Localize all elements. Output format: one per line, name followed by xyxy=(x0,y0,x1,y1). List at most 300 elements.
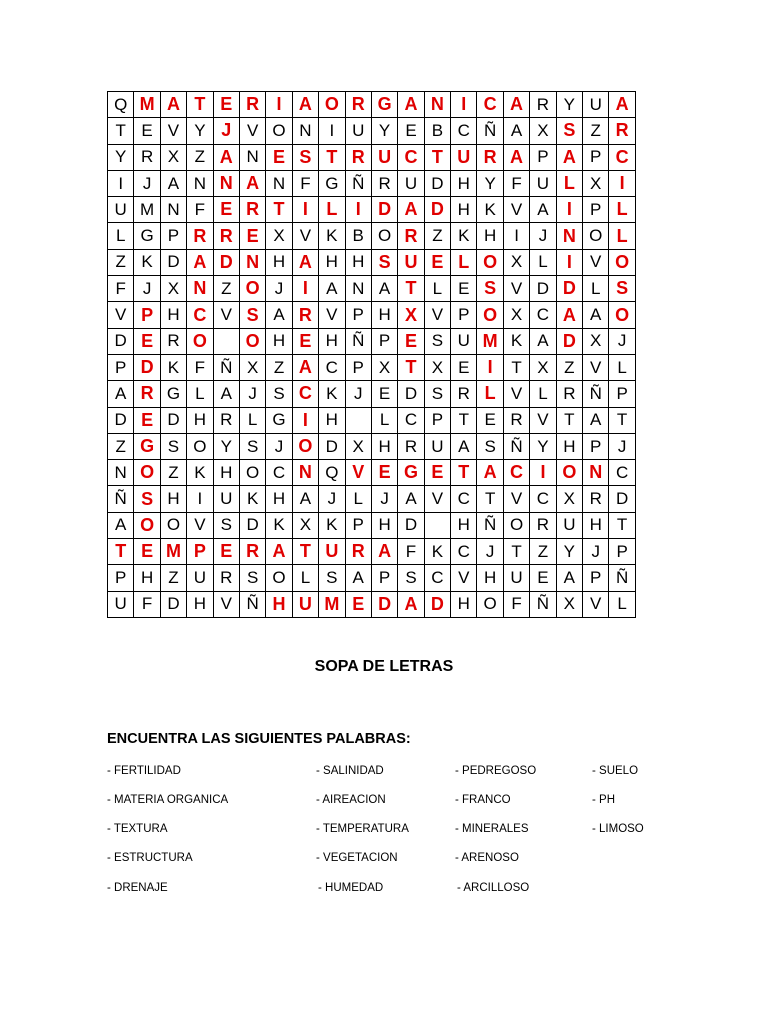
grid-cell: V xyxy=(503,276,529,302)
grid-cell: S xyxy=(371,249,397,275)
grid-cell: R xyxy=(398,223,424,249)
grid-cell: V xyxy=(239,118,265,144)
grid-cell: Ñ xyxy=(477,118,503,144)
grid-cell: H xyxy=(371,512,397,538)
grid-cell: P xyxy=(530,144,556,170)
grid-cell: V xyxy=(160,118,186,144)
grid-cell: G xyxy=(266,407,292,433)
grid-cell: E xyxy=(213,197,239,223)
grid-cell: S xyxy=(213,512,239,538)
word-list-item: - ARCILLOSO xyxy=(457,882,530,894)
grid-cell: T xyxy=(451,460,477,486)
grid-cell: E xyxy=(477,407,503,433)
grid-cell: P xyxy=(345,302,371,328)
grid-cell: A xyxy=(503,92,529,118)
grid-cell: H xyxy=(477,223,503,249)
grid-cell: X xyxy=(266,223,292,249)
grid-cell: U xyxy=(398,249,424,275)
grid-cell: C xyxy=(530,302,556,328)
word-list-item: - MINERALES xyxy=(455,823,529,835)
grid-cell: O xyxy=(371,223,397,249)
grid-cell: L xyxy=(609,223,635,249)
grid-cell: A xyxy=(266,539,292,565)
grid-cell: I xyxy=(530,460,556,486)
grid-cell: Z xyxy=(583,118,609,144)
grid-cell: T xyxy=(503,354,529,380)
grid-cell xyxy=(213,328,239,354)
grid-cell: A xyxy=(530,197,556,223)
grid-cell: L xyxy=(556,170,582,196)
grid-cell: S xyxy=(556,118,582,144)
grid-cell: H xyxy=(371,433,397,459)
grid-cell: O xyxy=(134,512,160,538)
grid-cell: R xyxy=(134,144,160,170)
grid-cell: J xyxy=(530,223,556,249)
grid-cell: H xyxy=(451,197,477,223)
grid-cell: N xyxy=(187,170,213,196)
grid-cell: U xyxy=(556,512,582,538)
grid-cell: S xyxy=(477,433,503,459)
grid-cell: Z xyxy=(108,433,134,459)
grid-cell: E xyxy=(451,354,477,380)
grid-cell: H xyxy=(266,486,292,512)
grid-cell: P xyxy=(187,539,213,565)
grid-cell: X xyxy=(239,354,265,380)
grid-cell: H xyxy=(556,433,582,459)
grid-cell: J xyxy=(609,328,635,354)
grid-cell: R xyxy=(345,144,371,170)
grid-cell: V xyxy=(424,302,450,328)
grid-cell: M xyxy=(134,92,160,118)
grid-cell: P xyxy=(371,565,397,591)
grid-cell: O xyxy=(583,223,609,249)
grid-row xyxy=(108,197,636,223)
grid-cell: C xyxy=(609,144,635,170)
word-search-grid xyxy=(107,91,636,618)
grid-cell: V xyxy=(530,407,556,433)
grid-cell: O xyxy=(266,118,292,144)
grid-cell: X xyxy=(583,328,609,354)
grid-cell: L xyxy=(477,381,503,407)
grid-cell: X xyxy=(503,249,529,275)
grid-row xyxy=(108,565,636,591)
grid-cell: U xyxy=(424,433,450,459)
grid-cell: E xyxy=(451,276,477,302)
grid-cell: O xyxy=(477,591,503,617)
grid-cell: E xyxy=(213,539,239,565)
grid-cell: I xyxy=(319,118,345,144)
grid-cell: A xyxy=(108,512,134,538)
grid-cell: A xyxy=(187,249,213,275)
grid-cell: Ñ xyxy=(213,354,239,380)
grid-cell: C xyxy=(319,354,345,380)
grid-cell: D xyxy=(556,328,582,354)
grid-cell: K xyxy=(134,249,160,275)
word-list-item: - SUELO xyxy=(592,765,639,777)
grid-cell: U xyxy=(108,591,134,617)
grid-cell: X xyxy=(292,512,318,538)
grid-cell: E xyxy=(134,328,160,354)
grid-cell: V xyxy=(424,486,450,512)
grid-cell: N xyxy=(424,92,450,118)
grid-cell: Y xyxy=(556,92,582,118)
grid-cell: Ñ xyxy=(345,170,371,196)
grid-cell: O xyxy=(187,433,213,459)
grid-cell: A xyxy=(371,276,397,302)
grid-cell: J xyxy=(477,539,503,565)
grid-cell: U xyxy=(213,486,239,512)
grid-cell: L xyxy=(609,354,635,380)
grid-cell: I xyxy=(292,276,318,302)
grid-cell: C xyxy=(398,407,424,433)
grid-cell: J xyxy=(583,539,609,565)
grid-cell: S xyxy=(266,381,292,407)
grid-cell: O xyxy=(319,92,345,118)
grid-cell: A xyxy=(583,302,609,328)
grid-cell: R xyxy=(213,223,239,249)
grid-row xyxy=(108,170,636,196)
grid-cell: A xyxy=(160,92,186,118)
grid-cell: G xyxy=(319,170,345,196)
grid-cell: Y xyxy=(477,170,503,196)
grid-cell: M xyxy=(477,328,503,354)
grid-cell: X xyxy=(424,354,450,380)
grid-cell: I xyxy=(266,92,292,118)
grid-cell: R xyxy=(239,197,265,223)
grid-cell: U xyxy=(451,144,477,170)
grid-cell: C xyxy=(292,381,318,407)
grid-cell: K xyxy=(187,460,213,486)
grid-cell: I xyxy=(609,170,635,196)
word-list-item: - ARENOSO xyxy=(455,852,519,864)
word-list-item: - ESTRUCTURA xyxy=(107,852,193,864)
grid-cell: S xyxy=(292,144,318,170)
grid-cell: H xyxy=(266,328,292,354)
grid-cell: A xyxy=(213,381,239,407)
grid-cell: G xyxy=(398,460,424,486)
grid-cell: S xyxy=(424,328,450,354)
grid-cell: C xyxy=(477,92,503,118)
grid-cell: A xyxy=(556,565,582,591)
grid-cell: A xyxy=(477,460,503,486)
grid-cell: Ñ xyxy=(108,486,134,512)
grid-cell: D xyxy=(556,276,582,302)
grid-cell: Ñ xyxy=(583,381,609,407)
grid-cell: C xyxy=(503,460,529,486)
grid-cell: P xyxy=(160,223,186,249)
grid-cell: L xyxy=(424,276,450,302)
grid-cell: N xyxy=(292,460,318,486)
grid-cell: A xyxy=(556,302,582,328)
grid-cell: E xyxy=(134,539,160,565)
grid-row xyxy=(108,92,636,118)
grid-cell: O xyxy=(609,249,635,275)
grid-cell: A xyxy=(239,170,265,196)
grid-cell: H xyxy=(266,249,292,275)
grid-cell: E xyxy=(213,92,239,118)
grid-cell: V xyxy=(345,460,371,486)
grid-cell: L xyxy=(319,197,345,223)
word-list-item: - HUMEDAD xyxy=(318,882,384,894)
grid-cell: E xyxy=(134,407,160,433)
grid-cell: T xyxy=(398,276,424,302)
grid-cell: A xyxy=(213,144,239,170)
grid-cell: O xyxy=(239,276,265,302)
grid-cell: A xyxy=(160,170,186,196)
grid-cell: P xyxy=(424,407,450,433)
grid-cell: A xyxy=(583,407,609,433)
grid-cell: Z xyxy=(213,276,239,302)
grid-cell: I xyxy=(108,170,134,196)
grid-cell: I xyxy=(451,92,477,118)
grid-cell: R xyxy=(398,433,424,459)
grid-cell: A xyxy=(503,118,529,144)
grid-cell: O xyxy=(503,512,529,538)
grid-cell: J xyxy=(239,381,265,407)
grid-cell: I xyxy=(292,197,318,223)
grid-cell: R xyxy=(345,92,371,118)
grid-cell: A xyxy=(266,302,292,328)
grid-cell: E xyxy=(424,249,450,275)
grid-cell: O xyxy=(292,433,318,459)
grid-row xyxy=(108,512,636,538)
grid-row xyxy=(108,433,636,459)
grid-cell: H xyxy=(319,328,345,354)
word-list-item: - AIREACION xyxy=(316,794,386,806)
grid-cell: K xyxy=(503,328,529,354)
grid-cell: H xyxy=(345,249,371,275)
grid-row xyxy=(108,144,636,170)
grid-cell: I xyxy=(556,197,582,223)
grid-cell: R xyxy=(503,407,529,433)
grid-cell: D xyxy=(424,170,450,196)
grid-cell: H xyxy=(266,591,292,617)
grid-cell: V xyxy=(583,354,609,380)
grid-cell: T xyxy=(319,144,345,170)
grid-cell: Y xyxy=(213,433,239,459)
grid-cell: A xyxy=(292,354,318,380)
grid-cell: F xyxy=(503,170,529,196)
grid-cell: U xyxy=(345,118,371,144)
grid-cell: L xyxy=(530,249,556,275)
grid-cell: L xyxy=(530,381,556,407)
grid-cell: U xyxy=(398,170,424,196)
grid-cell: C xyxy=(187,302,213,328)
grid-cell: I xyxy=(345,197,371,223)
word-list-item: - PEDREGOSO xyxy=(455,765,537,777)
grid-cell: I xyxy=(503,223,529,249)
grid-row xyxy=(108,460,636,486)
grid-cell: X xyxy=(503,302,529,328)
grid-cell: R xyxy=(134,381,160,407)
grid-row xyxy=(108,249,636,275)
grid-cell: G xyxy=(160,381,186,407)
grid-cell: V xyxy=(451,565,477,591)
word-list-item: - DRENAJE xyxy=(107,882,168,894)
grid-cell: P xyxy=(345,512,371,538)
grid-cell: E xyxy=(292,328,318,354)
grid-cell: J xyxy=(134,276,160,302)
grid-cell: H xyxy=(160,302,186,328)
grid-cell: O xyxy=(477,302,503,328)
grid-cell: H xyxy=(451,591,477,617)
grid-cell: S xyxy=(134,486,160,512)
grid-cell: X xyxy=(556,591,582,617)
grid-cell: U xyxy=(187,565,213,591)
grid-cell: V xyxy=(583,249,609,275)
grid-cell: H xyxy=(319,407,345,433)
grid-cell: R xyxy=(371,170,397,196)
grid-cell: U xyxy=(583,92,609,118)
grid-cell: Z xyxy=(160,565,186,591)
grid-cell: R xyxy=(213,565,239,591)
grid-cell: G xyxy=(371,92,397,118)
grid-cell: K xyxy=(477,197,503,223)
grid-row xyxy=(108,381,636,407)
grid-cell: Z xyxy=(108,249,134,275)
grid-cell: S xyxy=(477,276,503,302)
grid-cell xyxy=(424,512,450,538)
grid-cell xyxy=(345,407,371,433)
grid-cell: N xyxy=(160,197,186,223)
grid-cell: Ñ xyxy=(477,512,503,538)
grid-cell: Y xyxy=(108,144,134,170)
grid-cell: N xyxy=(345,276,371,302)
grid-cell: L xyxy=(345,486,371,512)
grid-cell: D xyxy=(108,407,134,433)
grid-cell: P xyxy=(583,197,609,223)
grid-cell: H xyxy=(477,565,503,591)
grid-cell: Ñ xyxy=(503,433,529,459)
grid-cell: O xyxy=(477,249,503,275)
grid-cell: J xyxy=(134,170,160,196)
grid-cell: B xyxy=(345,223,371,249)
grid-cell: R xyxy=(213,407,239,433)
grid-cell: O xyxy=(239,460,265,486)
grid-row xyxy=(108,591,636,617)
grid-cell: I xyxy=(187,486,213,512)
grid-cell: J xyxy=(345,381,371,407)
grid-cell: A xyxy=(292,249,318,275)
grid-cell: K xyxy=(266,512,292,538)
grid-cell: Q xyxy=(108,92,134,118)
grid-cell: H xyxy=(319,249,345,275)
grid-cell: J xyxy=(213,118,239,144)
grid-cell: N xyxy=(239,249,265,275)
grid-cell: F xyxy=(134,591,160,617)
grid-cell: Ñ xyxy=(609,565,635,591)
grid-cell: Z xyxy=(187,144,213,170)
grid-row xyxy=(108,354,636,380)
grid-cell: U xyxy=(530,170,556,196)
grid-cell: C xyxy=(398,144,424,170)
grid-cell: B xyxy=(424,118,450,144)
grid-cell: U xyxy=(371,144,397,170)
grid-cell: A xyxy=(609,92,635,118)
grid-cell: H xyxy=(371,302,397,328)
grid-cell: I xyxy=(556,249,582,275)
grid-cell: O xyxy=(266,565,292,591)
grid-cell: Y xyxy=(530,433,556,459)
grid-cell: H xyxy=(451,512,477,538)
grid-cell: Z xyxy=(530,539,556,565)
grid-cell: Ñ xyxy=(530,591,556,617)
grid-cell: O xyxy=(556,460,582,486)
grid-cell: N xyxy=(556,223,582,249)
word-list-item: - VEGETACION xyxy=(316,852,398,864)
word-list-item: - TEMPERATURA xyxy=(316,823,409,835)
grid-cell: F xyxy=(292,170,318,196)
grid-cell: D xyxy=(609,486,635,512)
grid-cell: P xyxy=(451,302,477,328)
grid-cell: N xyxy=(583,460,609,486)
grid-cell: G xyxy=(134,223,160,249)
grid-cell: P xyxy=(108,565,134,591)
grid-row xyxy=(108,223,636,249)
grid-cell: L xyxy=(609,591,635,617)
grid-cell: P xyxy=(583,144,609,170)
grid-cell: O xyxy=(239,328,265,354)
grid-row xyxy=(108,486,636,512)
grid-cell: T xyxy=(398,354,424,380)
grid-cell: D xyxy=(319,433,345,459)
grid-cell: Y xyxy=(556,539,582,565)
grid-cell: V xyxy=(503,486,529,512)
grid-cell: Ñ xyxy=(239,591,265,617)
grid-cell: Z xyxy=(160,460,186,486)
grid-cell: V xyxy=(213,302,239,328)
grid-cell: F xyxy=(187,197,213,223)
grid-cell: R xyxy=(477,144,503,170)
grid-cell: J xyxy=(371,486,397,512)
grid-cell: O xyxy=(609,302,635,328)
grid-cell: V xyxy=(319,302,345,328)
grid-cell: R xyxy=(583,486,609,512)
grid-cell: S xyxy=(319,565,345,591)
grid-cell: V xyxy=(583,591,609,617)
grid-cell: P xyxy=(583,433,609,459)
grid-cell: A xyxy=(398,591,424,617)
grid-cell: R xyxy=(530,512,556,538)
grid-cell: D xyxy=(371,591,397,617)
grid-cell: X xyxy=(345,433,371,459)
grid-cell: J xyxy=(266,276,292,302)
grid-cell: R xyxy=(345,539,371,565)
grid-cell: T xyxy=(292,539,318,565)
grid-cell: H xyxy=(187,591,213,617)
grid-cell: L xyxy=(292,565,318,591)
word-list-item: - PH xyxy=(592,794,615,806)
instructions-heading: ENCUENTRA LAS SIGUIENTES PALABRAS: xyxy=(107,731,411,747)
grid-cell: A xyxy=(398,197,424,223)
grid-cell: A xyxy=(345,565,371,591)
grid-cell: E xyxy=(134,118,160,144)
word-list-item: - LIMOSO xyxy=(592,823,644,835)
grid-cell: V xyxy=(503,197,529,223)
grid-cell: T xyxy=(108,539,134,565)
grid-cell: K xyxy=(451,223,477,249)
grid-cell: D xyxy=(160,249,186,275)
grid-cell: Z xyxy=(266,354,292,380)
grid-cell: E xyxy=(345,591,371,617)
grid-cell: S xyxy=(609,276,635,302)
grid-cell: L xyxy=(451,249,477,275)
page-title: SOPA DE LETRAS xyxy=(314,658,454,675)
grid-cell: T xyxy=(266,197,292,223)
grid-cell: S xyxy=(239,302,265,328)
grid-cell: D xyxy=(108,328,134,354)
grid-cell: V xyxy=(292,223,318,249)
